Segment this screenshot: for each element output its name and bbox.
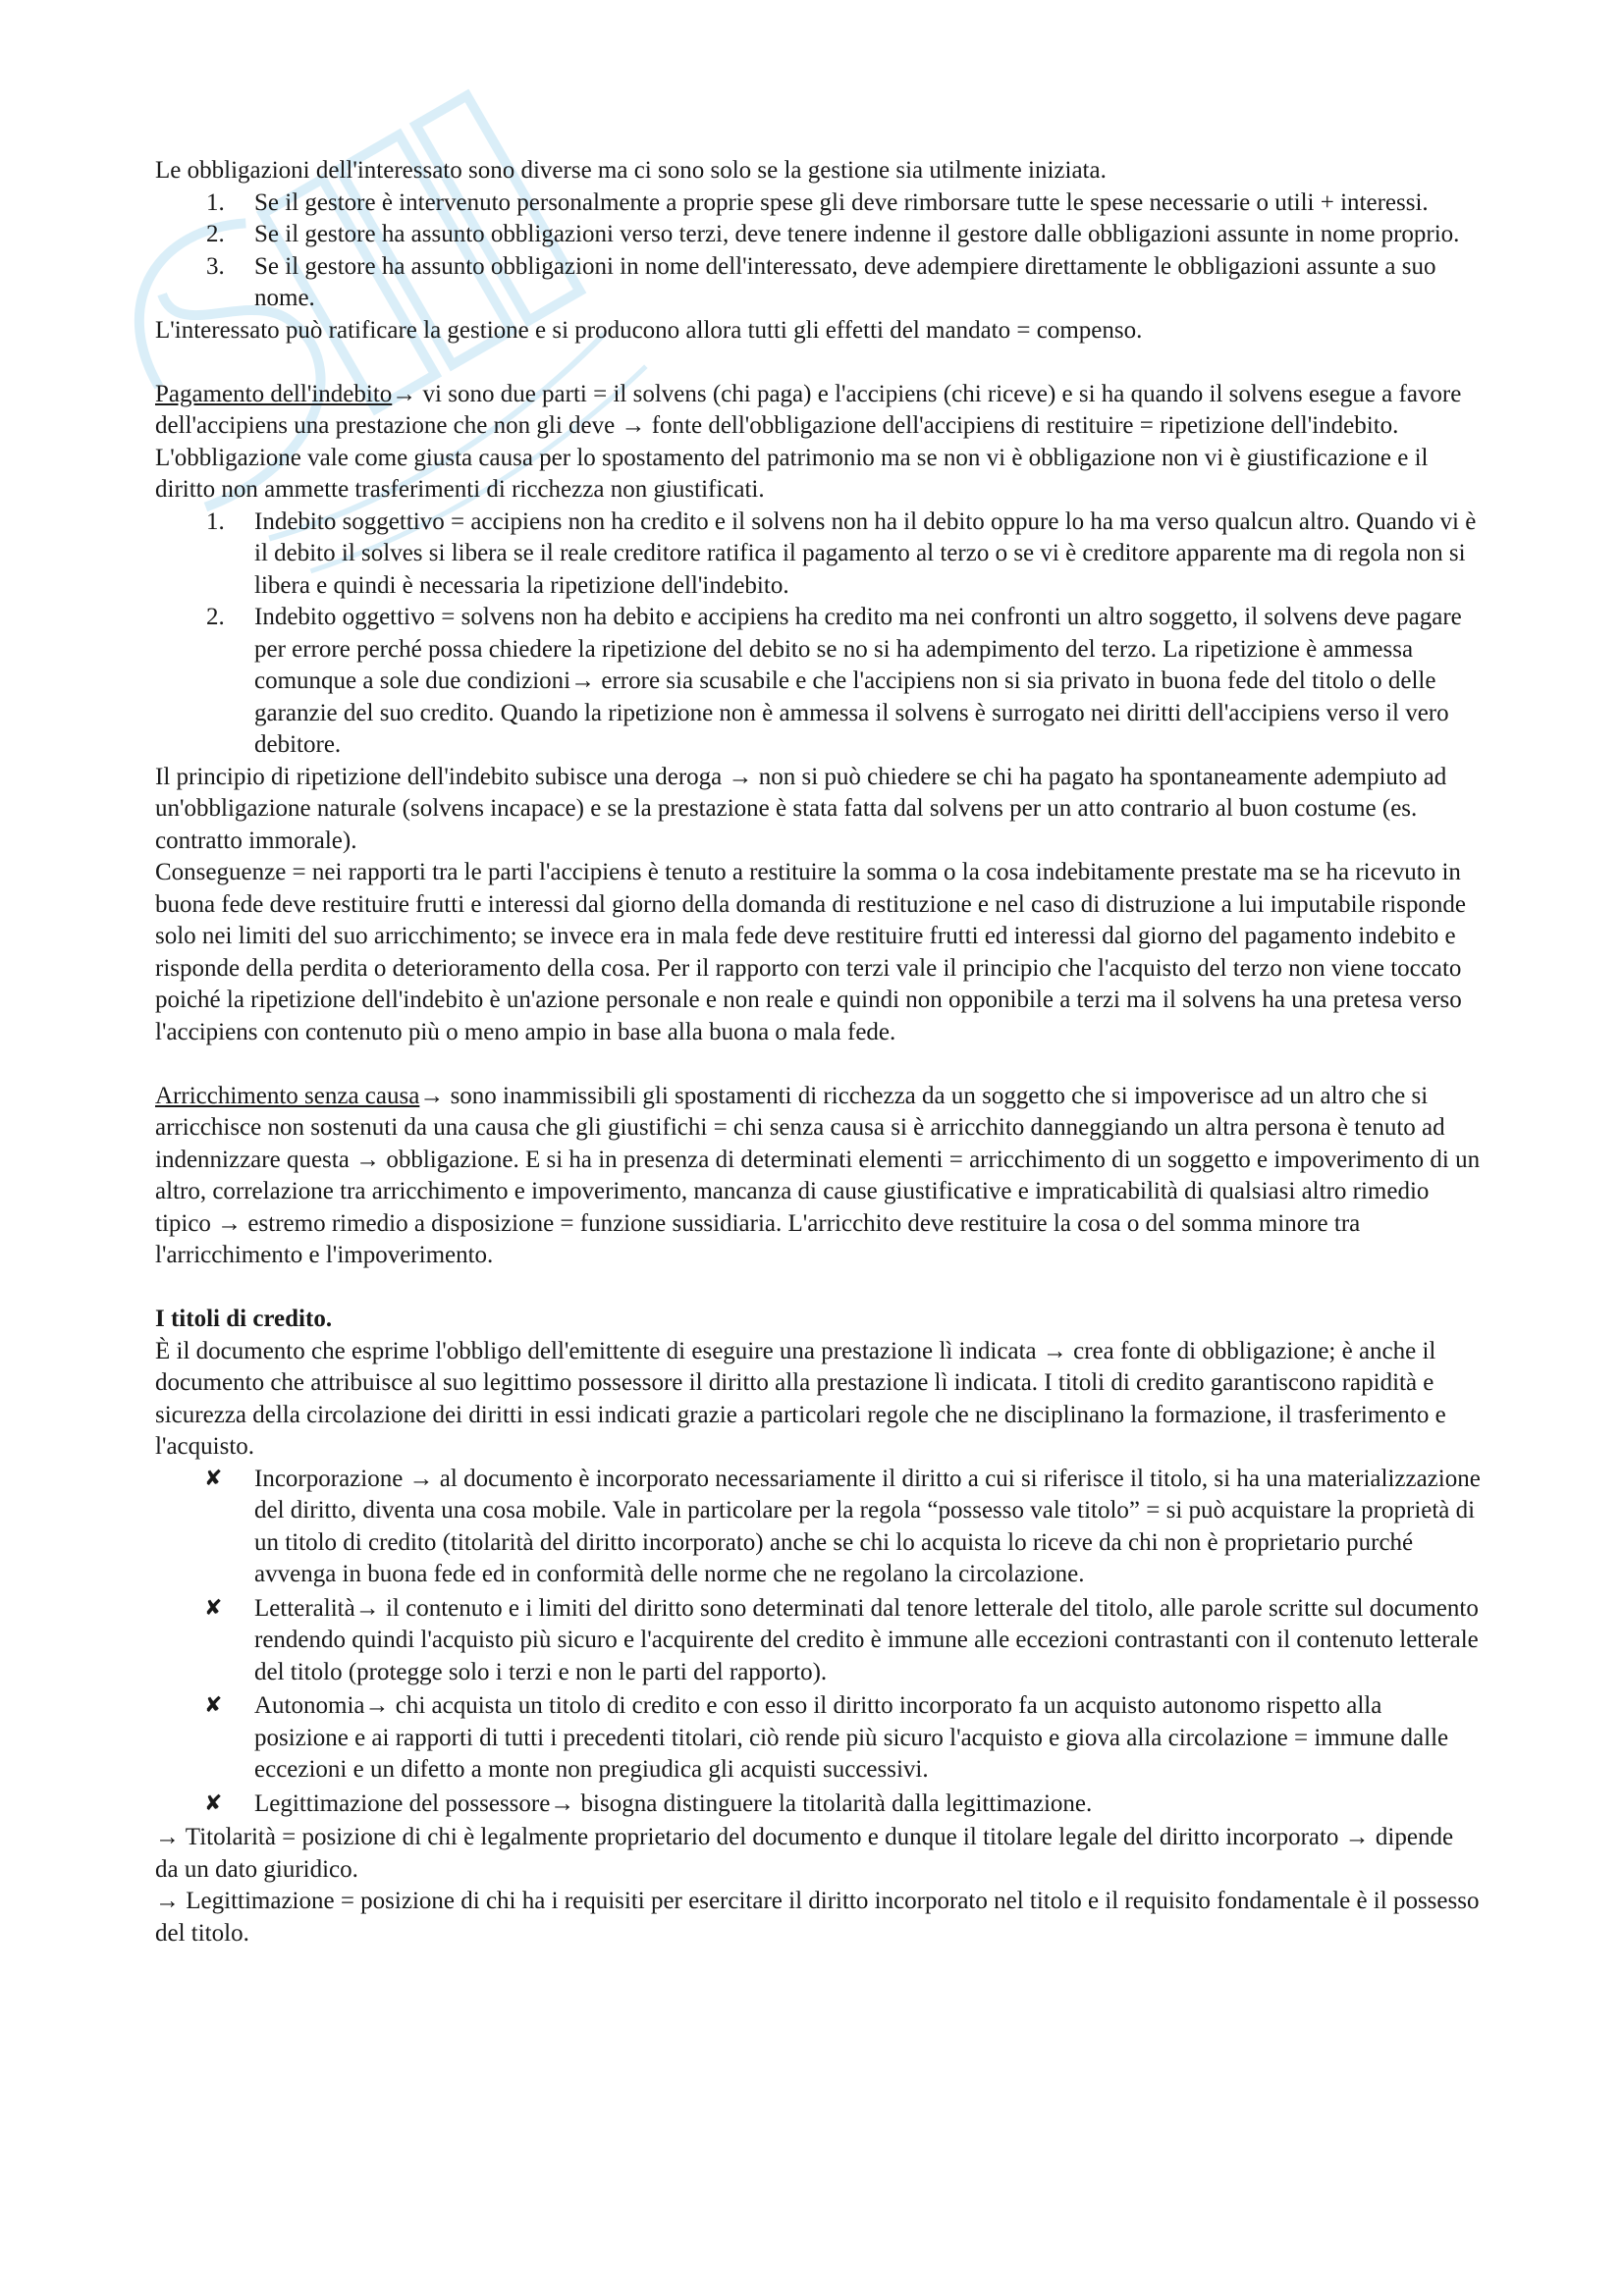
indebito-body: → vi sono due parti = il solvens (chi paga) e l'accipiens (chi riceve) e si ha quando il solvens esegue a favore dell'accipiens una prestazione che non gli deve → fonte dell'obbligazione dell'accipiens di restituire = ripetizione dell'indebito. L'obbligazione vale come giusta causa per lo spostamento del patrimonio ma se non vi è obbligazione non vi è giustificazione e il diritto non ammette trasferimenti di ricchezza non giustificati.: [155, 380, 1462, 503]
list-item: [155, 219, 1481, 251]
list-number: 2.: [206, 604, 225, 630]
list-text: Indebito oggettivo = solvens non ha debito e accipiens ha credito ma nei confronti un altro soggetto, il solvens deve pagare per errore perché possa chiedere la ripetizione del debito se no si ha adempimento del terzo. La ripetizione è ammessa comunque a sole due condizioni→ errore sia scusabile e che l'accipiens non si sia privato in buona fede del titolo o delle garanzie del suo credito. Quando la ripetizione non è ammessa il solvens è surrogato nei diritti dell'accipiens verso il vero debitore.: [254, 604, 1462, 758]
list-item: [155, 1593, 1481, 1689]
titoli-bullets: [155, 1464, 1481, 1821]
list-text: Indebito soggettivo = accipiens non ha credito e il solvens non ha il debito oppure lo ha ma verso qualcun altro. Quando vi è il debito il solves si libera se il reale creditore ratifica il pagamento al terzo o se vi è creditore apparente ma di regola non si libera e quindi è necessaria la ripetizione dell'indebito.: [254, 507, 1477, 599]
document-page: [155, 155, 1481, 1949]
list-number: 1.: [206, 188, 225, 216]
list-number: 1.: [206, 507, 225, 535]
arricchimento-title: Arricchimento senza causa: [155, 1082, 420, 1109]
list-text: Letteralità→ il contenuto e i limiti del diritto sono determinati dal tenore letterale del titolo, alle parole scritte sul documento rendendo quindi l'acquisto più sicuro e l'acquirente del credito è immune alle eccezioni contrastanti con il contenuto letterale del titolo (protegge solo i terzi e non le parti del rapporto).: [254, 1594, 1479, 1685]
list-text: Autonomia→ chi acquista un titolo di credito e con esso il diritto incorporato fa un acquisto autonomo rispetto alla posizione e ai rapporti di tutti i precedenti titolari, ciò rende più sicuro l'acquisto e giova alla circolazione = immune dalle eccezioni e un difetto a monte non pregiudica gli acquisti successivi.: [254, 1692, 1449, 1783]
list-item: [155, 251, 1481, 315]
cross-mark-icon: ✘: [204, 1466, 223, 1491]
titolarita-paragraph: → Titolarità = posizione di chi è legalmente proprietario del documento e dunque il titolare legale del diritto incorporato → dipende da un dato giuridico.: [155, 1824, 1454, 1883]
indebito-list: [155, 507, 1481, 762]
list-item: [155, 602, 1481, 762]
arricchimento-paragraph: [155, 1081, 1481, 1272]
list-item: [155, 187, 1481, 220]
list-text: Legittimazione del possessore→ bisogna distinguere la titolarità dalla legittimazione.: [254, 1789, 1093, 1817]
titoli-intro: È il documento che esprime l'obbligo dell'emittente di eseguire una prestazione lì indicata → crea fonte di obbligazione; è anche il documento che attribuisce al suo legittimo possessore il diritto alla prestazione lì indicata. I titoli di credito garantiscono rapidità e sicurezza della circolazione dei diritti in essi indicati grazie a particolari regole che ne disciplinano la formazione, il trasferimento e l'acquisto.: [155, 1337, 1446, 1460]
spacer: [155, 347, 1481, 379]
list-item: [155, 1690, 1481, 1787]
list-number: 2.: [206, 221, 225, 247]
indebito-conseguenze: Conseguenze = nei rapporti tra le parti l'accipiens è tenuto a restituire la somma o la cosa indebitamente prestate ma se ha ricevuto in buona fede deve restituire frutti e interessi dal giorno della domanda di restituzione e nel caso di distruzione a lui imputabile risponde solo nei limiti del suo arricchimento; se invece era in mala fede deve restituire frutti ed interessi dal giorno del pagamento indebito e risponde della perdita o deterioramento della cosa. Per il rapporto con terzi vale il principio che l'acquisto del terzo non viene toccato poiché la ripetizione dell'indebito è un'azione personale e non reale e quindi non opponibile a terzi ma il solvens ha una pretesa verso l'accipiens con contenuto più o meno ampio in base alla buona o mala fede.: [155, 859, 1467, 1045]
cross-mark-icon: ✘: [204, 1595, 223, 1621]
gestione-list: [155, 187, 1481, 315]
arricchimento-body: → sono inammissibili gli spostamenti di ricchezza da un soggetto che si impoverisce ad un altro che si arricchisce non sostenuti da una causa che gli giustifichi = chi senza causa si è arricchito danneggiando un altra persona è tenuto ad indennizzare questa → obbligazione. E si ha in presenza di determinati elementi = arricchimento di un soggetto e impoverimento di un altro, correlazione tra arricchimento e impoverimento, mancanza di cause giustificative e impraticabilità di qualsiasi altro rimedio tipico → estremo rimedio a disposizione = funzione sussidiaria. L'arricchito deve restituire la cosa o del somma minore tra l'arricchimento e l'impoverimento.: [155, 1082, 1481, 1268]
list-number: 3.: [206, 252, 225, 280]
list-text: Se il gestore ha assunto obbligazioni verso terzi, deve tenere indenne il gestore dalle obbligazioni assunte in nome proprio.: [254, 221, 1460, 247]
cross-mark-icon: ✘: [204, 1693, 223, 1718]
list-item: [155, 507, 1481, 603]
spacer: [155, 1048, 1481, 1081]
legittimazione-paragraph: → Legittimazione = posizione di chi ha i requisiti per esercitare il diritto incorporato nel titolo e il requisito fondamentale è il possesso del titolo.: [155, 1888, 1480, 1947]
gestione-intro: Le obbligazioni dell'interessato sono diverse ma ci sono solo se la gestione sia utilmente iniziata.: [155, 157, 1107, 184]
indebito-paragraph: [155, 379, 1481, 507]
spacer: [155, 1272, 1481, 1305]
cross-mark-icon: ✘: [204, 1790, 223, 1816]
section-heading: I titoli di credito.: [155, 1306, 333, 1332]
list-text: Incorporazione → al documento è incorporato necessariamente il diritto a cui si riferisce il titolo, si ha una materializzazione del diritto, diventa una cosa mobile. Vale in particolare per la regola “possesso vale titolo” = si può acquistare la proprietà di un titolo di credito (titolarità del diritto incorporato) anche se chi lo acquista lo riceve da chi non è proprietario purché avvenga in buona fede ed in conformità delle norme che ne regolano la circolazione.: [254, 1465, 1481, 1587]
list-item: [155, 1789, 1481, 1821]
gestione-ratifica: L'interessato può ratificare la gestione e si producono allora tutti gli effetti del mandato = compenso.: [155, 316, 1143, 344]
list-item: [155, 1464, 1481, 1591]
indebito-title: Pagamento dell'indebito: [155, 380, 393, 407]
list-text: Se il gestore è intervenuto personalmente a proprie spese gli deve rimborsare tutte le spese necessarie o utili + interessi.: [254, 188, 1429, 216]
indebito-deroga: Il principio di ripetizione dell'indebito subisce una deroga → non si può chiedere se chi ha pagato ha spontaneamente adempiuto ad un'obbligazione naturale (solvens incapace) e se la prestazione è stata fatta dal solvens per un atto contrario al buon costume (es. contratto immorale).: [155, 763, 1447, 854]
list-text: Se il gestore ha assunto obbligazioni in nome dell'interessato, deve adempiere direttamente le obbligazioni assunte a suo nome.: [254, 252, 1436, 311]
